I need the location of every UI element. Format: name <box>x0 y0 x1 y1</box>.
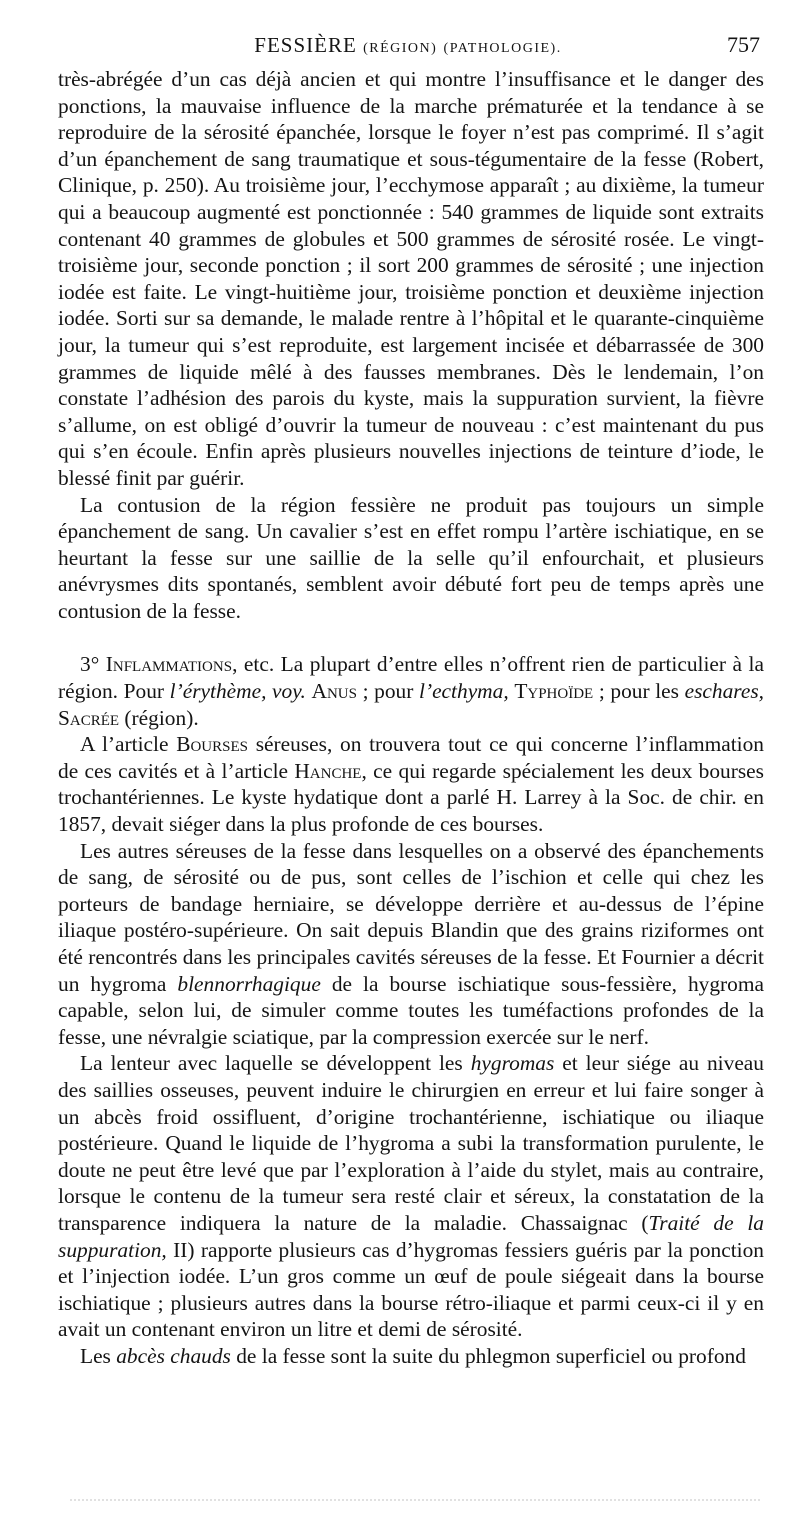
cross-reference: Hanche <box>294 758 362 783</box>
text-run: ; pour les <box>593 679 685 704</box>
section-heading: Inflammations <box>105 652 233 677</box>
cross-reference: Anus <box>311 679 357 704</box>
italic-run: hygromas <box>470 1051 555 1076</box>
header-region: (RÉGION) <box>363 41 438 56</box>
text-run: Les <box>80 1343 117 1368</box>
text-run: de la bourse ischiatique sous-fessière, hygroma capable, selon lui, de simuler comme toutes les tuméfactions profondes de la fesse, une névralgie sciatique, par la compression exercée sur le nerf. <box>58 971 764 1049</box>
paragraph-case-report: très-abrégée d’un cas déjà ancien et qui montre l’insuffisance et le danger des ponctions, la mauvaise influence de la marche prématurée et la tendance à se reproduire de la sérosité épanchée, lorsque le foyer n’est pas comprimé. Il s’agit d’un épanchement de sang traumatique et sous-tégumentaire de la fesse (Robert, Clinique, p. 250). Au troisième jour, l’ecchymose apparaît ; au dixième, la tumeur qui a beaucoup augmenté est ponctionnée : 540 grammes de liquide sont extraits contenant 40 grammes de globules et 500 grammes de sérosité rosée. Le vingt-troisième jour, seconde ponction ; il sort 200 grammes de sérosité ; une injection iodée est faite. Le vingt-huitième jour, troisième ponction et deuxième injection iodée. Sorti sur sa demande, le malade rentre à l’hôpital et le quarante-cinquième jour, la tumeur qui s’est reproduite, est largement incisée et débarrassée de 300 grammes de liquide mêlé à des fausses membranes. Dès le lendemain, l’on constate l’adhésion des parois du kyste, mais la suppuration survient, la fièvre s’allume, on est obligé d’ouvrir la tumeur de nouveau : c’est maintenant du pus qui s’en écoule. Enfin après plusieurs nouvelles injections de teinture d’iode, le blessé finit par guérir. <box>58 67 764 490</box>
cross-reference: Sacrée <box>58 705 120 730</box>
paragraph-sereuses <box>58 838 764 1051</box>
paragraph-bourses <box>58 731 764 837</box>
text-run: (région). <box>119 705 199 730</box>
text-run: , etc. La plupart d’entre elles n’offrent rien de particulier à la région. Pour <box>58 652 764 704</box>
text-run: , ce qui regarde spécialement les deux bourses trochantériennes. Le kyste hydatique dont a parlé H. Larrey à la Soc. de chir. en 1857, devait siéger dans la plus profonde de ces bourses. <box>58 758 764 837</box>
bleed-through-line <box>70 1499 760 1509</box>
italic-run: Traité de la suppuration, <box>58 1210 764 1262</box>
body-text <box>58 66 764 1370</box>
cross-reference: Typhoïde <box>514 679 594 704</box>
paragraph-hygromas <box>58 1050 764 1343</box>
text-run: A l’article <box>80 732 177 757</box>
paragraph-contusion: La contusion de la région fessière ne produit pas toujours un simple épanchement de sang. Un cavalier s’est en effet rompu l’artère ischiatique, en se heurtant la fesse sur une saillie de la selle qu’il enfourchait, et plusieurs anévrysmes dits spontanés, semblent avoir débuté fort peu de temps après une contusion de la fesse. <box>58 492 764 623</box>
text-run: ; pour <box>357 679 419 704</box>
section-number: 3° <box>80 652 100 677</box>
header-title: FESSIÈRE <box>254 33 357 57</box>
cross-reference: Bourses <box>176 732 248 757</box>
header-pathology: (PATHOLOGIE). <box>443 41 562 56</box>
italic-run: blennorrhagique <box>177 971 321 996</box>
italic-run: l’érythème, voy. <box>169 679 306 704</box>
paragraph-abces <box>58 1343 764 1370</box>
italic-run: eschares, <box>684 679 764 704</box>
text-run: Les autres séreuses de la fesse dans lesquelles on a observé des épanchements de sang, de sérosité ou de pus, sont celles de l’ischion et celle qui chez les porteurs de bandage herniaire, se développe derrière et au-dessus de l’épine iliaque postéro-supérieure. On sait depuis Blandin que des grains riziformes ont été rencontrés dans les principales cavités séreuses de la fesse. Et Fournier a décrit un hygroma <box>58 838 764 996</box>
text-run: séreuses, on trouvera tout ce qui concerne l’inflammation de ces cavités et à l’article <box>58 732 765 783</box>
italic-run: abcès chauds <box>116 1343 231 1368</box>
text-run: La lenteur avec laquelle se développent les <box>80 1051 471 1076</box>
running-header <box>56 28 760 62</box>
text-run: de la fesse sont la suite du phlegmon superficiel ou profond <box>230 1343 746 1368</box>
page-number: 757 <box>727 32 760 57</box>
text-run: II) rapporte plusieurs cas d’hygromas fessiers guéris par la ponction et l’injection iodée. L’un gros comme un œuf de poule siégeait dans la bourse ischiatique ; plusieurs autres dans la bourse rétro-iliaque et parmi ceux-ci il y en avait un contenant environ un litre et demi de sérosité. <box>58 1237 764 1342</box>
paragraph-inflammations <box>58 651 764 731</box>
text-run: et leur siége au niveau des saillies osseuses, peuvent induire le chirurgien en erreur et lui faire songer à un abcès froid ossifluent, d’origine trochantérienne, ischiatique ou iliaque postérieure. Quand le liquide de l’hygroma a subi la transformation purulente, le doute ne peut être levé que par l’exploration à l’aide du stylet, mais au contraire, lorsque le contenu de la tumeur sera resté clair et séreux, la constatation de la transparence indiquera la nature de la maladie. Chassaignac ( <box>58 1051 765 1235</box>
italic-run: l’ecthyma, <box>419 679 509 704</box>
